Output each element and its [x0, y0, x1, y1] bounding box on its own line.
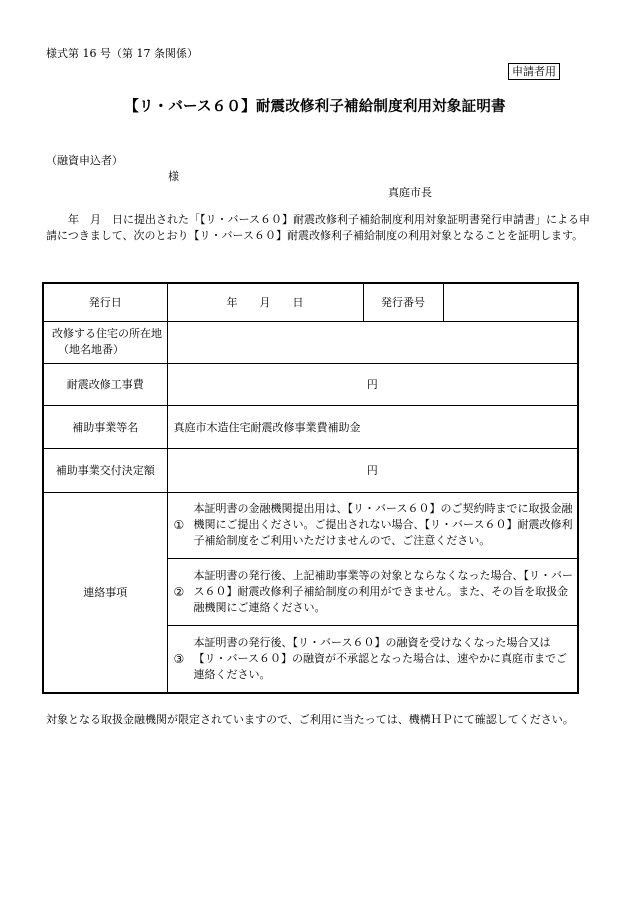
address-label [43, 321, 167, 363]
cost-label: 耐震改修工事費 [43, 363, 167, 405]
applicant-use-badge: 申請者用 [508, 63, 560, 80]
certificate-table [42, 282, 579, 694]
address-value[interactable] [167, 321, 578, 363]
body-paragraph [46, 212, 591, 244]
issue-number-label: 発行番号 [363, 283, 443, 321]
table-row [43, 321, 578, 363]
grant-amount-label: 補助事業交付決定額 [43, 448, 167, 492]
subsidy-name-label: 補助事業等名 [43, 405, 167, 448]
notes-label: 連絡事項 [43, 492, 167, 693]
table-row [43, 405, 578, 448]
note-1-number: ① [173, 518, 185, 532]
note-3-number: ③ [173, 651, 185, 666]
address-label-line1: 改修する住宅の所在地 [52, 327, 162, 340]
issue-date-label: 発行日 [43, 283, 167, 321]
document-title: 【リ・バース６０】耐震改修利子補給制度利用対象証明書 [124, 99, 506, 115]
note-2 [167, 558, 578, 625]
note-3 [167, 625, 578, 693]
issue-date-value[interactable]: 年 月 日 [167, 283, 363, 321]
note-2-text: 本証明書の発行後、上記補助事業等の対象とならなくなった場合、【リ・バース６０】耐震改修利子補給制度の利用ができません。また、その旨を取扱金融機関にご連絡ください。 [193, 568, 573, 614]
body-text: 年 月 日に提出された「【リ・バース６０】耐震改修利子補給制度利用対象証明書発行申請書」による申請につきまして、次のとおり【リ・バース６０】耐震改修利子補給制度の利用対象となることを証明します。 [46, 213, 590, 242]
note-3-text: 本証明書の発行後、【リ・バース６０】の融資を受けなくなった場合又は【リ・バース６０】の融資が不承認となった場合は、速やかに真庭市までご連絡ください。 [193, 635, 567, 681]
note-1-text: 本証明書の金融機関提出用は、【リ・バース６０】のご契約時までに取扱金融機関にご提出ください。ご提出されない場合、【リ・バース６０】耐震改修利子補給制度をご利用いただけませんので、ご注意ください。 [193, 502, 573, 547]
loan-applicant-label: （融資申込者） [46, 154, 123, 167]
issue-number-value[interactable] [443, 283, 578, 321]
honorific: 様 [168, 170, 179, 183]
note-2-number: ② [173, 584, 185, 599]
table-row [43, 448, 578, 492]
subsidy-name-value: 真庭市木造住宅耐震改修事業費補助金 [167, 405, 578, 448]
issuer-name: 真庭市長 [388, 186, 432, 199]
cost-value[interactable]: 円 [167, 363, 578, 405]
table-row [43, 492, 578, 558]
footer-note: 対象となる取扱金融機関が限定されていますので、ご利用に当たっては、機構ＨＰにて確認してください。 [46, 713, 574, 726]
grant-amount-value[interactable]: 円 [167, 448, 578, 492]
note-1 [167, 492, 578, 558]
table-row [43, 363, 578, 405]
address-label-line2: （地名地番） [58, 343, 124, 356]
table-row [43, 283, 578, 321]
form-number: 様式第 16 号（第 17 条関係） [46, 47, 198, 60]
